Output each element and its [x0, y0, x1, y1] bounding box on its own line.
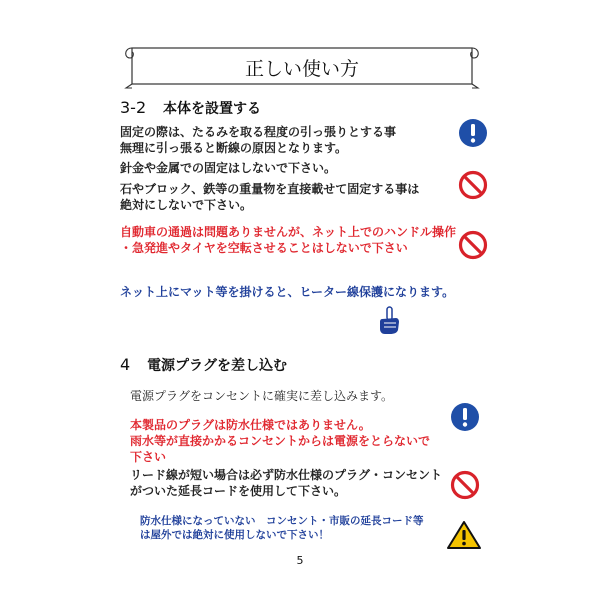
paragraph-extension-cord: リード線が短い場合は必ず防水仕様のプラグ・コンセント がついた延長コードを使用して下さい。 — [130, 468, 443, 498]
prohibition-icon — [458, 170, 488, 200]
paragraph-fixing-tension: 固定の際は、たるみを取る程度の引っ張りとする事 無理に引っ張ると断線の原因となります。 — [120, 125, 397, 155]
paragraph-mat-tip: ネット上にマット等を掛けると、ヒーター線保護になります。 — [120, 285, 455, 299]
section-3-2-heading — [120, 98, 261, 118]
paragraph-plug-in: 電源プラグをコンセントに確実に差し込みます。 — [130, 389, 394, 403]
prohibition-icon — [450, 470, 480, 500]
prohibition-icon — [458, 230, 488, 260]
page-title: 正しい使い方 — [244, 57, 359, 80]
warning-triangle-icon — [446, 520, 482, 550]
page-number: 5 — [296, 554, 304, 567]
section-number: 4 — [120, 355, 131, 374]
mandatory-exclamation-icon — [458, 118, 488, 148]
paragraph-outdoor-warning: 防水仕様になっていない コンセント・市販の延長コード等 は屋外では絶対に使用しないで下さい！ — [140, 515, 424, 541]
section-title: 本体を設置する — [163, 101, 262, 117]
pointing-hand-icon — [376, 306, 402, 336]
paragraph-no-heavy-objects: 石やブロック、鉄等の重量物を直接載せて固定する事は 絶対にしないで下さい。 — [120, 182, 420, 212]
paragraph-not-waterproof: 本製品のプラグは防水仕様ではありません。 雨水等が直接かかるコンセントからは電源をとらないで 下さい — [130, 418, 431, 464]
section-title: 電源プラグを差し込む — [147, 358, 288, 374]
mandatory-exclamation-icon — [450, 402, 480, 432]
section-number: 3-2 — [120, 98, 147, 117]
paragraph-vehicle-warning: 自動車の通過は問題ありませんが、ネット上でのハンドル操作 ・急発進やタイヤを空転させることはしないで下さい — [120, 225, 457, 255]
paragraph-no-wire: 針金や金属での固定はしないで下さい。 — [120, 161, 337, 175]
section-4-heading — [120, 355, 287, 375]
